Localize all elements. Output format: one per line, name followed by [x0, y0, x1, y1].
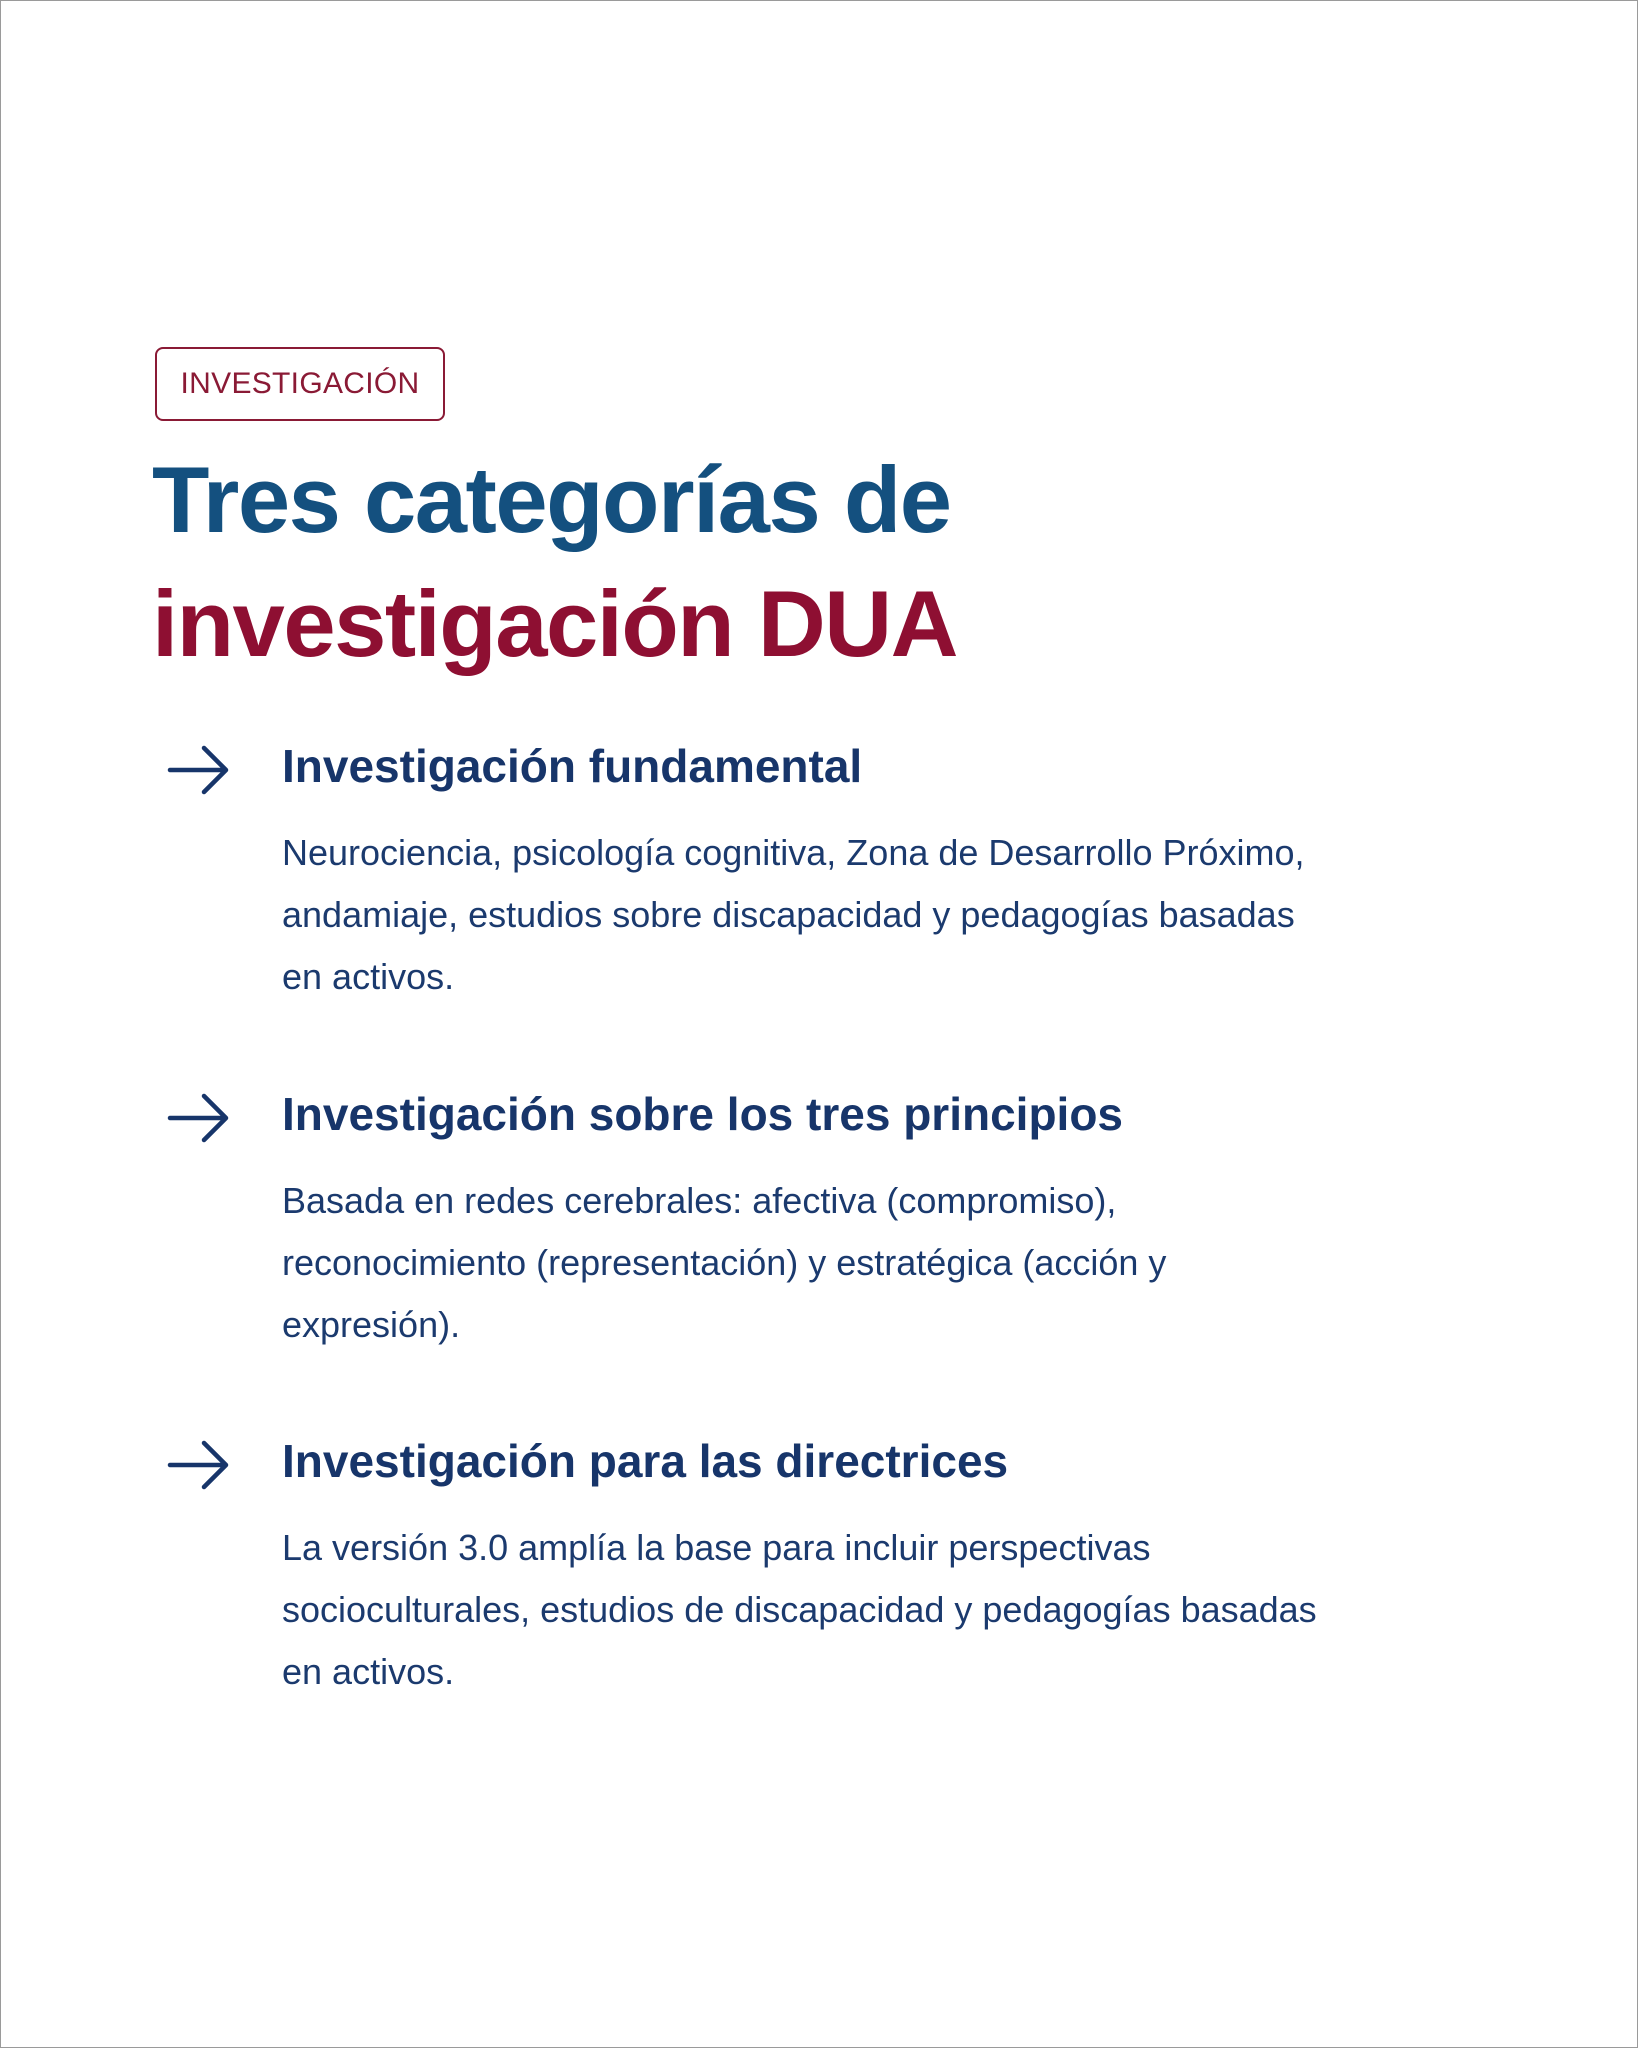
arrow-right-icon — [166, 1088, 232, 1148]
item-description-line: Neurociencia, psicología cognitiva, Zona de Desarrollo Próximo, — [282, 832, 1305, 873]
arrow-right-icon — [166, 1435, 232, 1495]
item-description-line: socioculturales, estudios de discapacidad y pedagogías basadas — [282, 1589, 1317, 1630]
item-title: Investigación fundamental — [282, 740, 863, 792]
item-description-line: en activos. — [282, 1651, 455, 1692]
item-description-line: La versión 3.0 amplía la base para incluir perspectivas — [282, 1527, 1151, 1568]
item-description-line: reconocimiento (representación) y estratégica (acción y — [282, 1242, 1167, 1283]
category-tag-label: INVESTIGACIÓN — [180, 367, 420, 400]
item-description-line: en activos. — [282, 956, 455, 997]
category-tag — [155, 347, 445, 421]
item-description-line: andamiaje, estudios sobre discapacidad y pedagogías basadas — [282, 894, 1295, 935]
item-description — [282, 1517, 1482, 1703]
item-title: Investigación para las directrices — [282, 1435, 1009, 1487]
page-title — [152, 438, 957, 686]
arrow-right-icon — [166, 740, 232, 800]
item-description — [282, 1170, 1482, 1356]
item-title: Investigación sobre los tres principios — [282, 1088, 1124, 1140]
item-description — [282, 822, 1482, 1008]
item-description-line: Basada en redes cerebrales: afectiva (compromiso), — [282, 1180, 1117, 1221]
item-description-line: expresión). — [282, 1304, 461, 1345]
page-title-line-1: Tres categorías de — [152, 447, 951, 552]
page-title-line-2: investigación DUA — [152, 571, 957, 676]
